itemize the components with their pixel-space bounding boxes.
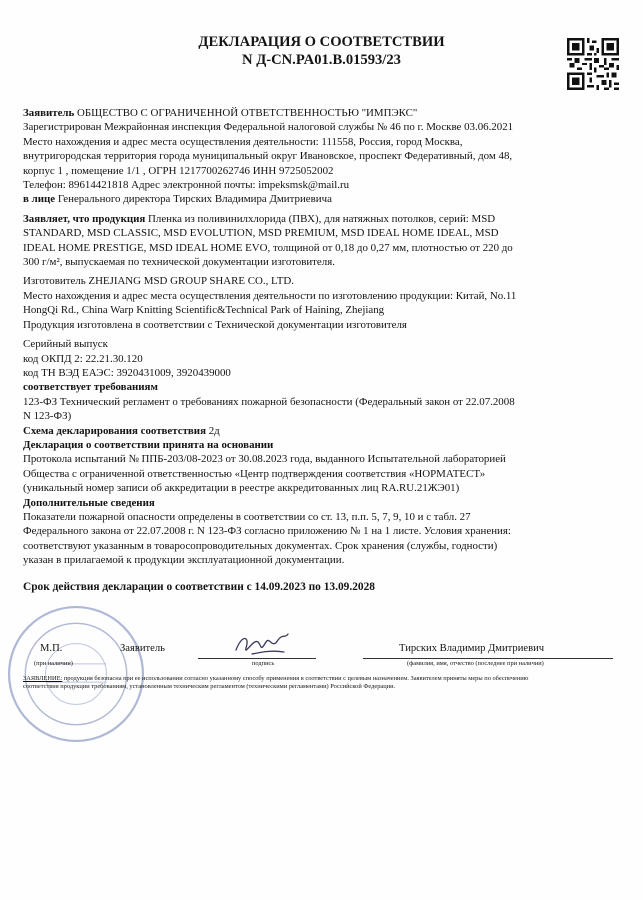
product-line-2: STANDARD, MSD CLASSIC, MSD EVOLUTION, MSD PREMIUM, MSD IDEAL HOME IDEAL, MSD [23, 227, 499, 240]
sign-caption: подпись [252, 660, 275, 667]
product-label: Заявляет, что продукция [23, 212, 146, 225]
company-stamp-icon [5, 603, 147, 745]
product-line-1 [23, 212, 627, 226]
manufacturer-line-1: Изготовитель ZHEJIANG MSD GROUP SHARE CO., LTD. [23, 275, 294, 288]
product-line-4: 300 г/м², выпускаемая по технической документации изготовителя. [23, 256, 335, 269]
product-text-1: Пленка из поливинилхлорида (ПВХ), для натяжных потолков, серий: MSD [148, 212, 496, 225]
signer-name: Тирских Владимир Дмитриевич [399, 643, 545, 654]
qr-code-icon [567, 38, 619, 90]
basis-line-3: (уникальный номер записи об аккредитации в реестре аккредитованных лиц RA.RU.21ЖЭ01) [23, 482, 460, 495]
title-line-1: ДЕКЛАРАЦИЯ О СООТВЕТСТВИИ [198, 34, 445, 50]
requirements-line-1: 123-ФЗ Технический регламент о требованиях пожарной безопасности (Федеральный закон от 22.07.2008 [23, 395, 515, 408]
declaration-number: N Д-CN.PA01.B.01593/23 [242, 52, 401, 68]
applicant-registration: Зарегистрирован Межрайонная инспекция Федеральной налоговой службы № 46 по г. Москве 03.06.2021 [23, 121, 514, 134]
basis-line-2: Общества с ограниченной ответственностью «Центр подтверждения соответствия «НОРМАТЕСТ» [23, 467, 486, 480]
applicant-label: Заявитель [23, 107, 75, 119]
additional-line-3: соответствуют указанным в товаросопроводительных документах. Срок хранения (службы, годности) [23, 539, 498, 552]
applicant-address-2: внутригородская территория города муниципальный округ Ивановское, проспект Федеративный, дом 48, [23, 150, 513, 163]
additional-label: Дополнительные сведения [23, 496, 155, 509]
validity-period: Срок действия декларации о соответствии с 14.09.2023 по 13.09.2028 [23, 580, 375, 593]
person-name: Генерального директора Тирских Владимира Дмитриевича [57, 193, 332, 206]
additional-line-2: Федерального закона от 22.07.2008 г. N 123-ФЗ согласно приложению № 1 на 1 листе. Условия хранения: [23, 525, 511, 538]
tnved-code: код ТН ВЭД ЕАЭС: 3920431009, 3920439000 [23, 366, 231, 379]
manufacturer-line-2: Место нахождения и адрес места осуществления деятельности по изготовлению продукции: Китай, No.11 [23, 289, 517, 302]
applicant-address-1: Место нахождения и адрес места осуществления деятельности: 111558, Россия, город Москва, [23, 135, 463, 148]
declaration-body [23, 106, 627, 594]
applicant-contacts: Телефон: 89614421818 Адрес электронной почты: impeksmsk@mail.ru [23, 179, 350, 192]
mp-caption: (при наличии) [34, 660, 73, 667]
footnote-line-1: ЗАЯВЛЕНИЕ: продукция безопасна при ее использовании согласно указанному способу применения в соответствии с целевым назначением. Заявителем приняты меры по обеспечению [23, 675, 529, 682]
basis-line-1: Протокола испытаний № ППБ-203/08-2023 от 30.08.2023 года, выданного Испытательной лабораторией [23, 453, 506, 466]
name-caption: (фамилия, имя, отчество (последнее при наличии) [407, 660, 544, 667]
product-line-3: IDEAL HOME PRESTIGE, MSD IDEAL HOME EVO, толщиной от 0,18 до 0,27 мм, плотностью от 220 до [23, 241, 513, 254]
serial-release: Серийный выпуск [23, 338, 108, 351]
document-title [0, 33, 643, 69]
okpd-code: код ОКПД 2: 22.21.30.120 [23, 352, 143, 365]
applicant-address-3: корпус 1 , помещение 1/1 , ОГРН 1217700262746 ИНН 9725052002 [23, 164, 334, 177]
manufacturer-line-3: HongQi Rd., China Warp Knitting Scientific&Technical Park of Haining, Zhejiang [23, 304, 385, 317]
requirements-line-2: N 123-ФЗ) [23, 410, 72, 423]
applicant-person [23, 192, 627, 206]
manufacturer-line-4: Продукция изготовлена в соответствии с Технической документации изготовителя [23, 318, 407, 331]
mp-label: М.П. [40, 643, 63, 654]
applicant-name: ОБЩЕСТВО С ОГРАНИЧЕННОЙ ОТВЕТСТВЕННОСТЬЮ "ИМПЭКС" [77, 107, 418, 119]
additional-line-1: Показатели пожарной опасности определены в соответствии со ст. 13, п.п. 5, 7, 9, 10 и с табл. 27 [23, 510, 471, 523]
applicant-sign-label: Заявитель [120, 643, 166, 654]
scheme-line [23, 424, 627, 438]
scheme-value: 2д [208, 424, 220, 437]
requirements-label: соответствует требованиям [23, 381, 158, 394]
person-label: в лице [23, 193, 56, 206]
footnote [23, 675, 627, 690]
applicant-line-1 [23, 106, 627, 120]
footnote-line-2: соответствия продукции требованиям, установленным техническим регламентом (техническими регламентами) Российской Федерации. [23, 682, 396, 690]
basis-label: Декларация о соответствии принята на основании [23, 438, 274, 451]
scheme-label: Схема декларирования соответствия [23, 424, 206, 437]
signature-row [23, 633, 627, 673]
additional-line-4: указан в прилагаемой к продукции эксплуатационной документации. [23, 554, 345, 567]
